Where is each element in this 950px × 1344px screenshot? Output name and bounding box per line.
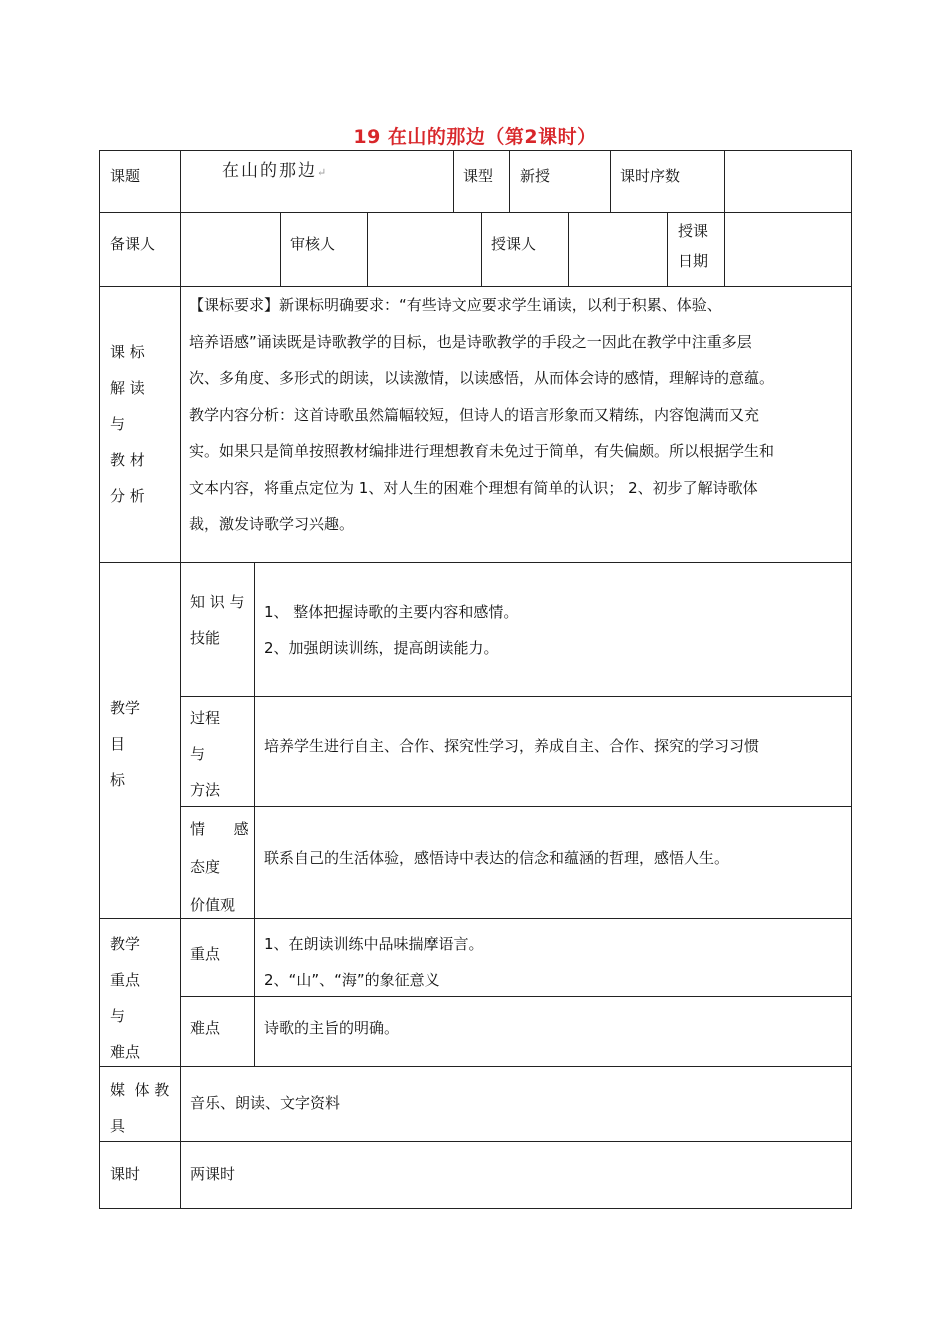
objectives-side-label [110, 690, 140, 798]
topic-label: 课题 [110, 167, 141, 185]
knowledge-text [264, 594, 518, 666]
side-label-line: 具 [110, 1117, 126, 1135]
process-text: 培养学生进行自主、合作、探究性学习，养成自主、合作、探究的学习习惯 [264, 737, 760, 755]
sub-label-line: 知 识 与 [190, 593, 245, 611]
row-divider [99, 562, 852, 563]
text-line: 培养语感”诵读既是诗歌教学的目标，也是诗歌教学的手段之一因此在教学中注重多层 [189, 332, 752, 351]
text-line: 文本内容，将重点定位为 1、对人生的困难个理想有简单的认识； 2、初步了解诗歌体 [189, 478, 758, 497]
col-divider [610, 150, 611, 212]
table-border [99, 1208, 852, 1209]
page-title: 19 在山的那边（第2课时） [353, 126, 597, 148]
reviewer-label: 审核人 [290, 235, 336, 253]
side-label-line: 教学 [110, 699, 141, 717]
sub-label-line: 与 [190, 745, 206, 763]
text-line: 次、多角度、多形式的朗读，以读激情，以读感悟，从而体会诗的感情，理解诗的意蕴。 [189, 369, 775, 387]
table-border [99, 150, 852, 151]
text-line: 实。如果只是简单按照教材编排进行理想教育未免过于简单，有失偏颇。所以根据学生和 [189, 442, 775, 460]
date-label [678, 216, 708, 276]
col-divider [568, 212, 569, 286]
table-border [851, 150, 852, 1208]
side-label-line: 分 析 [110, 487, 145, 505]
list-item: 2、加强朗读训练，提高朗读能力。 [264, 639, 499, 657]
paragraph-mark-icon: ↵ [317, 166, 329, 179]
difficulty-label: 难点 [190, 1019, 221, 1037]
side-label-line: 难点 [110, 1043, 141, 1061]
knowledge-label [190, 584, 245, 656]
sub-label-line: 过程 [190, 709, 221, 727]
row-divider [99, 1066, 852, 1067]
standards-side-label [110, 334, 145, 514]
type-label: 课型 [463, 167, 494, 185]
media-label [110, 1072, 169, 1144]
text-line: 教学内容分析：这首诗歌虽然篇幅较短，但诗人的语言形象而又精练，内容饱满而又充 [189, 405, 760, 424]
col-divider [453, 150, 454, 212]
side-label-line: 与 [110, 1007, 126, 1025]
emotion-label [190, 810, 249, 924]
col-divider [481, 212, 482, 286]
list-item: 1、在朗读训练中品味揣摩语言。 [264, 935, 484, 953]
col-divider [667, 212, 668, 286]
list-item: 1、 整体把握诗歌的主要内容和感情。 [264, 603, 519, 621]
sub-label-line: 方法 [190, 781, 221, 799]
side-label-line: 目 [110, 735, 126, 753]
date-label-line: 日期 [678, 252, 709, 270]
col-divider [367, 212, 368, 286]
difficulty-text: 诗歌的主旨的明确。 [264, 1019, 400, 1037]
key-label: 重点 [190, 945, 221, 963]
sub-label-line: 价值观 [190, 896, 236, 914]
side-label-line: 媒 体 教 [110, 1081, 170, 1099]
col-divider [724, 212, 725, 286]
col-divider [254, 918, 255, 1066]
side-label-line: 解 读 [110, 379, 145, 397]
side-label-line: 重点 [110, 971, 141, 989]
sub-label-line: 情 感 [190, 820, 249, 838]
col-divider [180, 150, 181, 1208]
side-label-line: 教 材 [110, 451, 145, 469]
sub-label-line: 技能 [190, 629, 221, 647]
text-line: 【课标要求】新课标明确要求：“有些诗文应要求学生诵读，以利于积累、体验、 [189, 296, 722, 314]
side-label-line: 教学 [110, 935, 141, 953]
row-divider [99, 1141, 852, 1142]
col-divider [254, 562, 255, 918]
date-label-line: 授课 [678, 222, 709, 240]
key-text [264, 926, 484, 998]
col-divider [724, 150, 725, 212]
col-divider [280, 212, 281, 286]
col-divider [509, 150, 510, 212]
topic-value [222, 156, 328, 181]
text-line: 裁，激发诗歌学习兴趣。 [189, 515, 355, 533]
preparer-label: 备课人 [110, 235, 156, 253]
process-label [190, 700, 220, 808]
focus-side-label [110, 926, 140, 1070]
side-label-line: 标 [110, 771, 126, 789]
emotion-text: 联系自己的生活体验，感悟诗中表达的信念和蕴涵的哲理，感悟人生。 [264, 849, 730, 867]
topic-value-text: 在山的那边 [222, 161, 317, 181]
standards-text [189, 287, 849, 543]
hours-value: 两课时 [190, 1165, 236, 1183]
side-label-line: 课 标 [110, 343, 145, 361]
sub-label-line: 态度 [190, 858, 221, 876]
period-label: 课时序数 [620, 167, 681, 185]
side-label-line: 与 [110, 415, 126, 433]
media-value: 音乐、朗读、文字资料 [190, 1094, 341, 1112]
row-divider [99, 212, 852, 213]
row-divider [180, 806, 852, 807]
type-value: 新授 [520, 167, 551, 185]
hours-label: 课时 [110, 1165, 141, 1183]
list-item: 2、“山”、“海”的象征意义 [264, 971, 440, 989]
row-divider [180, 696, 852, 697]
table-border [99, 150, 100, 1208]
teacher-label: 授课人 [491, 235, 537, 253]
